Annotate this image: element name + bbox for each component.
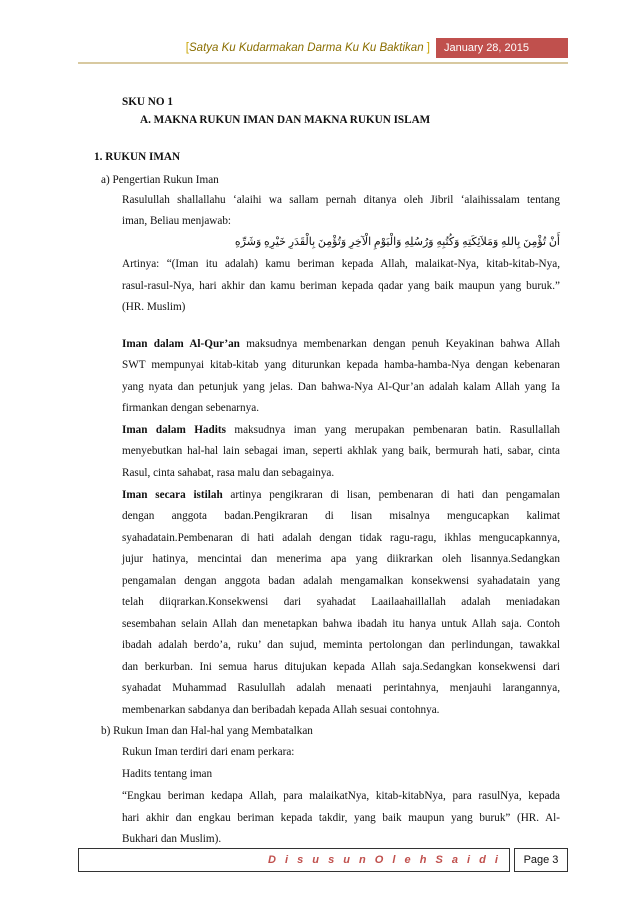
paragraph-line: syahadatain.Pembenaran di hati adalah dengan tidak ragu-ragu, ikhlas mengucapkannya,	[122, 532, 560, 544]
paragraph-line: hari akhir dan engkau beriman kepada takdir, yang baik maupun yang buruk” (HR. Al-	[122, 812, 560, 824]
sku-title: SKU NO 1	[122, 96, 173, 108]
paragraph-line: yang nyata dan petunjuk yang jelas. Dan bahwa-Nya Al-Qur’an adalah kalam Allah yang Ia	[122, 381, 560, 393]
term-quran: Iman dalam Al-Qur’an	[122, 338, 240, 350]
paragraph-line	[122, 337, 560, 351]
paragraph-text: artinya pengikraran di lisan, pembenaran di hati dan pengamalan	[222, 489, 560, 501]
heading-rukun-iman: 1. RUKUN IMAN	[94, 151, 181, 163]
paragraph-line: firmankan dengan sebenarnya.	[122, 402, 259, 414]
paragraph-line: menyebutkan hal-hal lain sebagai iman, seperti akhlak yang baik, bermurah hati, sabar, cinta	[122, 445, 560, 457]
page-number: Page 3	[514, 848, 568, 872]
paragraph-line: pengamalan dengan anggota badan adalah mengamalkan konsekwensi syahadatain yang	[122, 575, 560, 587]
paragraph-line: dan berkurban. Ini semua harus ditujukan kepada Allah saja.Sedangkan konsekwensi dari	[122, 661, 560, 673]
paragraph-line: dengan anggota badan.Pengikraran di lisan misalnya mengucapkan kalimat	[122, 510, 560, 522]
subheading-a: a) Pengertian Rukun Iman	[101, 174, 219, 186]
paragraph-line: rasul-rasul-Nya, hari akhir dan kamu beriman kepada qadar yang baik maupun yang buruk.”	[122, 280, 560, 292]
footer-author-box	[78, 848, 510, 872]
paragraph-line	[122, 488, 560, 502]
paragraph-line: Rasulullah shallallahu ‘alaihi wa sallam pernah ditanya oleh Jibril ‘alaihissalam tentang	[122, 194, 560, 206]
paragraph-line: Rasul, cinta sahabat, rasa malu dan sebagainya.	[122, 467, 335, 479]
paragraph-line: (HR. Muslim)	[122, 301, 186, 313]
subheading-b: b) Rukun Iman dan Hal-hal yang Membatalkan	[101, 725, 313, 737]
footer-author: D i s u s u n O l e h S a i d i	[268, 854, 501, 866]
header-bracket-close: ]	[426, 42, 430, 54]
paragraph-line: iman, Beliau menjawab:	[122, 215, 232, 227]
term-hadits: Iman dalam Hadits	[122, 424, 226, 436]
paragraph-line: “Engkau beriman kedapa Allah, para malaikatNya, kitab-kitabNya, para rasulNya, kepada	[122, 790, 560, 802]
header-title	[186, 42, 430, 54]
paragraph-line: telah diiqrarkan.Konsekwensi dari syahadat Laailaahaillallah adalah meniadakan	[122, 596, 560, 608]
paragraph-text: maksudnya membenarkan dengan penuh Keyakinan bahwa Allah	[239, 338, 560, 350]
paragraph-line: membenarkan sabdanya dan beribadah kepada Allah sesuai contohnya.	[122, 704, 440, 716]
paragraph-line: ibadah adalah berdo’a, ruku’ dan sujud, meminta pertolongan dan perlindungan, tawakkal	[122, 639, 560, 651]
paragraph-line: jujur hatinya, mencintai dan menerima apa yang diikrarkan oleh lisannya.Sedangkan	[122, 553, 560, 565]
paragraph-line: Bukhari dan Muslim).	[122, 833, 222, 845]
section-heading: A. MAKNA RUKUN IMAN DAN MAKNA RUKUN ISLAM	[140, 114, 431, 126]
paragraph-line: syahadat Muhammad Rasulullah adalah menaati perintahnya, menjauhi larangannya,	[122, 682, 560, 694]
paragraph-line: SWT mempunyai kitab-kitab yang diturunkan kepada hamba-hamba-Nya dengan kebenaran	[122, 359, 560, 371]
arabic-hadith: أَنْ تُؤْمِنَ بِاللهِ وَمَلاَئِكَتِهِ وَكُتُبِهِ وَرُسُلِهِ وَالْيَوْمِ الْآخِرِ وَتُؤْمِنَ بِالْقَدَرِ خَيْرِهِ وَشَرِّهِ	[234, 236, 560, 248]
header-bracket-open: [	[185, 42, 189, 54]
paragraph-line: Artinya: “(Iman itu adalah) kamu beriman kepada Allah, malaikat-Nya, kitab-kitab-Nya,	[122, 258, 560, 270]
paragraph-line: Rukun Iman terdiri dari enam perkara:	[122, 746, 295, 758]
header-divider	[78, 62, 568, 64]
paragraph-line	[122, 423, 560, 437]
paragraph-line: sesembahan selain Allah dan menetapkan bahwa ibadah itu hanya untuk Allah saja. Contoh	[122, 618, 560, 630]
term-istilah: Iman secara istilah	[122, 489, 223, 501]
paragraph-line: Hadits tentang iman	[122, 768, 213, 780]
page-footer	[0, 848, 638, 876]
header-date: January 28, 2015	[436, 38, 568, 58]
page-header	[0, 36, 638, 64]
paragraph-text: maksudnya iman yang merupakan pembenaran batin. Rasullallah	[225, 424, 561, 436]
header-title-text: Satya Ku Kudarmakan Darma Ku Ku Baktikan	[189, 42, 424, 54]
